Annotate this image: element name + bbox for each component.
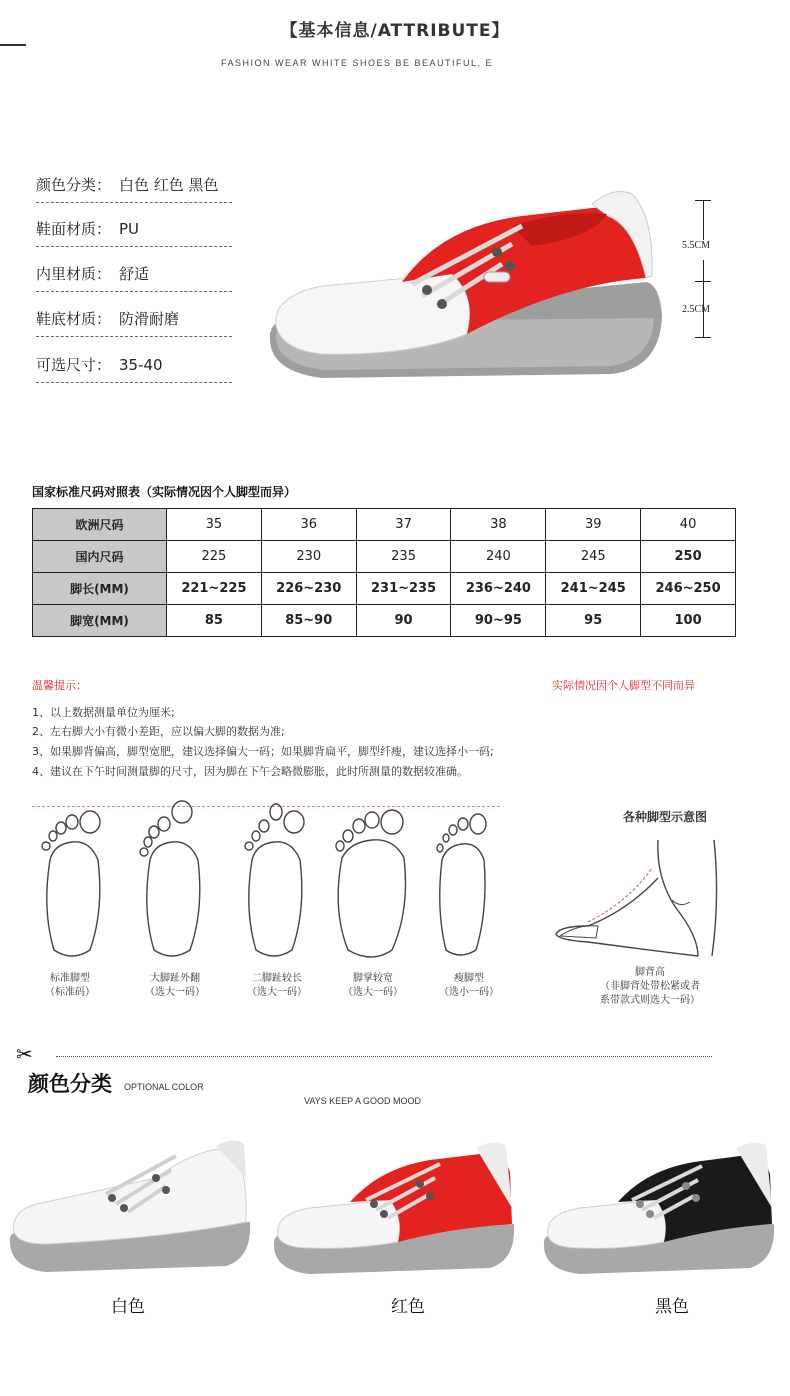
- attribute-value: 防滑耐磨: [119, 310, 180, 328]
- dimension-label-upper: 5.5CM: [682, 240, 711, 251]
- table-row: [33, 509, 736, 541]
- foot-type-name: 脚掌较宽: [353, 973, 393, 984]
- table-cell: 95: [546, 605, 641, 637]
- dashed-divider: [36, 382, 232, 383]
- product-image-red-shoe: [262, 186, 672, 386]
- table-cell: 230: [261, 541, 356, 573]
- foot-type-bunion: [120, 972, 230, 1000]
- table-cell: 90: [356, 605, 451, 637]
- foot-type-wide: [318, 972, 428, 1000]
- foot-type-advice: （选大一码）: [145, 987, 205, 998]
- tip-item: 3、如果脚背偏高，脚型宽肥，建议选择偏大一码；如果脚背扁平，脚型纤瘦，建议选择小一码;: [32, 745, 494, 758]
- foot-type-long-second-toe: [222, 972, 332, 1000]
- foot-type-name: 大脚趾外翻: [150, 973, 200, 984]
- size-chart-table: [32, 508, 736, 637]
- table-cell: 245: [546, 541, 641, 573]
- tip-item: 4、建议在下午时间测量脚的尺寸，因为脚在下午会略微膨胀，此时所测量的数据较准确。: [32, 765, 468, 778]
- table-cell: 37: [356, 509, 451, 541]
- header-subtitle: FASHION WEAR WHITE SHOES BE BEAUTIFUL, E: [220, 58, 494, 68]
- dashed-divider: [36, 336, 232, 337]
- attribute-label: 可选尺寸：: [36, 356, 112, 374]
- foot-type-advice: （选大一码）: [343, 987, 403, 998]
- table-cell: 39: [546, 509, 641, 541]
- row-header: 国内尺码: [33, 541, 167, 573]
- table-row: [33, 541, 736, 573]
- table-row: [33, 573, 736, 605]
- row-header: 欧洲尺码: [33, 509, 167, 541]
- dimension-tick: [695, 337, 711, 338]
- foot-type-advice: 系带款式则选大一码）: [600, 995, 700, 1006]
- tips-heading: 温馨提示：: [32, 679, 87, 692]
- table-cell: 38: [451, 509, 546, 541]
- tip-item: 2、左右脚大小有微小差距，应以偏大脚的数据为准;: [32, 725, 285, 738]
- table-cell: 226~230: [261, 573, 356, 605]
- attribute-value: 35-40: [119, 356, 163, 374]
- row-header: 脚宽(MM): [33, 605, 167, 637]
- table-cell: 100: [641, 605, 736, 637]
- color-section-subtitle: OPTIONAL COLOR: [124, 1082, 204, 1092]
- foot-type-name: 二脚趾较长: [252, 973, 302, 984]
- attribute-value: 白色 红色 黑色: [119, 176, 219, 194]
- attribute-label: 鞋底材质：: [36, 310, 112, 328]
- foot-outline-illustrations: [32, 800, 502, 974]
- foot-type-slim: [414, 972, 524, 1000]
- foot-type-advice: （选小一码）: [439, 987, 499, 998]
- color-label-red: 红色: [391, 1297, 425, 1317]
- foot-type-name: 标准脚型: [50, 973, 90, 984]
- attribute-row-upper: [36, 216, 232, 260]
- foot-type-name: 脚背高: [635, 967, 665, 978]
- color-label-white: 白色: [111, 1297, 145, 1317]
- table-cell: 85: [167, 605, 262, 637]
- attribute-value: 舒适: [119, 265, 150, 283]
- product-image-white-shoe: [6, 1138, 256, 1278]
- foot-type-name: 瘦脚型: [454, 973, 484, 984]
- attribute-value: PU: [119, 220, 140, 238]
- table-cell: 246~250: [641, 573, 736, 605]
- attribute-row-color: [36, 172, 232, 216]
- header-divider: [0, 44, 26, 46]
- foot-type-advice: （非脚背处带松紧或者: [600, 981, 700, 992]
- dimension-line-sole: [703, 260, 704, 338]
- table-cell: 231~235: [356, 573, 451, 605]
- table-cell: 90~95: [451, 605, 546, 637]
- table-cell: 235: [356, 541, 451, 573]
- attribute-label: 鞋面材质：: [36, 220, 112, 238]
- table-cell: 240: [451, 541, 546, 573]
- attribute-label: 颜色分类：: [36, 176, 112, 194]
- attribute-row-sizes: [36, 352, 232, 396]
- foot-diagram-title: 各种脚型示意图: [622, 810, 707, 824]
- table-row: [33, 605, 736, 637]
- tips-note: 实际情况因个人脚型不同而异: [552, 679, 695, 692]
- section-title-attribute: 【基本信息/ATTRIBUTE】: [280, 21, 510, 41]
- tip-item: 1、以上数据测量单位为厘米;: [32, 706, 175, 719]
- product-image-black-shoe: [540, 1138, 780, 1278]
- product-image-red-shoe-small: [270, 1138, 520, 1278]
- color-section-title: 颜色分类: [28, 1072, 112, 1096]
- dimension-tick: [695, 200, 711, 201]
- dimension-tick: [695, 281, 711, 282]
- size-table-title: 国家标准尺码对照表（实际情况因个人脚型而异）: [32, 485, 297, 499]
- color-section-tagline: VAYS KEEP A GOOD MOOD: [304, 1096, 422, 1106]
- foot-type-standard: [15, 972, 125, 1000]
- dashed-divider: [36, 291, 232, 292]
- table-cell: 241~245: [546, 573, 641, 605]
- dashed-divider: [36, 202, 232, 203]
- row-header: 脚长(MM): [33, 573, 167, 605]
- table-cell: 36: [261, 509, 356, 541]
- table-cell: 225: [167, 541, 262, 573]
- scissors-icon: ✂: [16, 1042, 33, 1066]
- table-cell: 40: [641, 509, 736, 541]
- dotted-cut-line: [56, 1056, 712, 1057]
- attribute-row-sole: [36, 306, 232, 350]
- color-label-black: 黑色: [655, 1297, 689, 1317]
- foot-type-high-instep: [580, 966, 720, 1008]
- dimension-line-upper: [703, 200, 704, 240]
- attribute-row-lining: [36, 261, 232, 305]
- table-cell: 236~240: [451, 573, 546, 605]
- dimension-label-sole: 2.5CM: [682, 304, 711, 315]
- instep-side-illustration: [548, 838, 728, 962]
- table-cell: 221~225: [167, 573, 262, 605]
- foot-type-advice: （标准码）: [45, 987, 95, 998]
- dashed-divider: [36, 246, 232, 247]
- table-cell: 85~90: [261, 605, 356, 637]
- attribute-label: 内里材质：: [36, 265, 112, 283]
- foot-type-advice: （选大一码）: [247, 987, 307, 998]
- table-cell: 35: [167, 509, 262, 541]
- table-cell: 250: [641, 541, 736, 573]
